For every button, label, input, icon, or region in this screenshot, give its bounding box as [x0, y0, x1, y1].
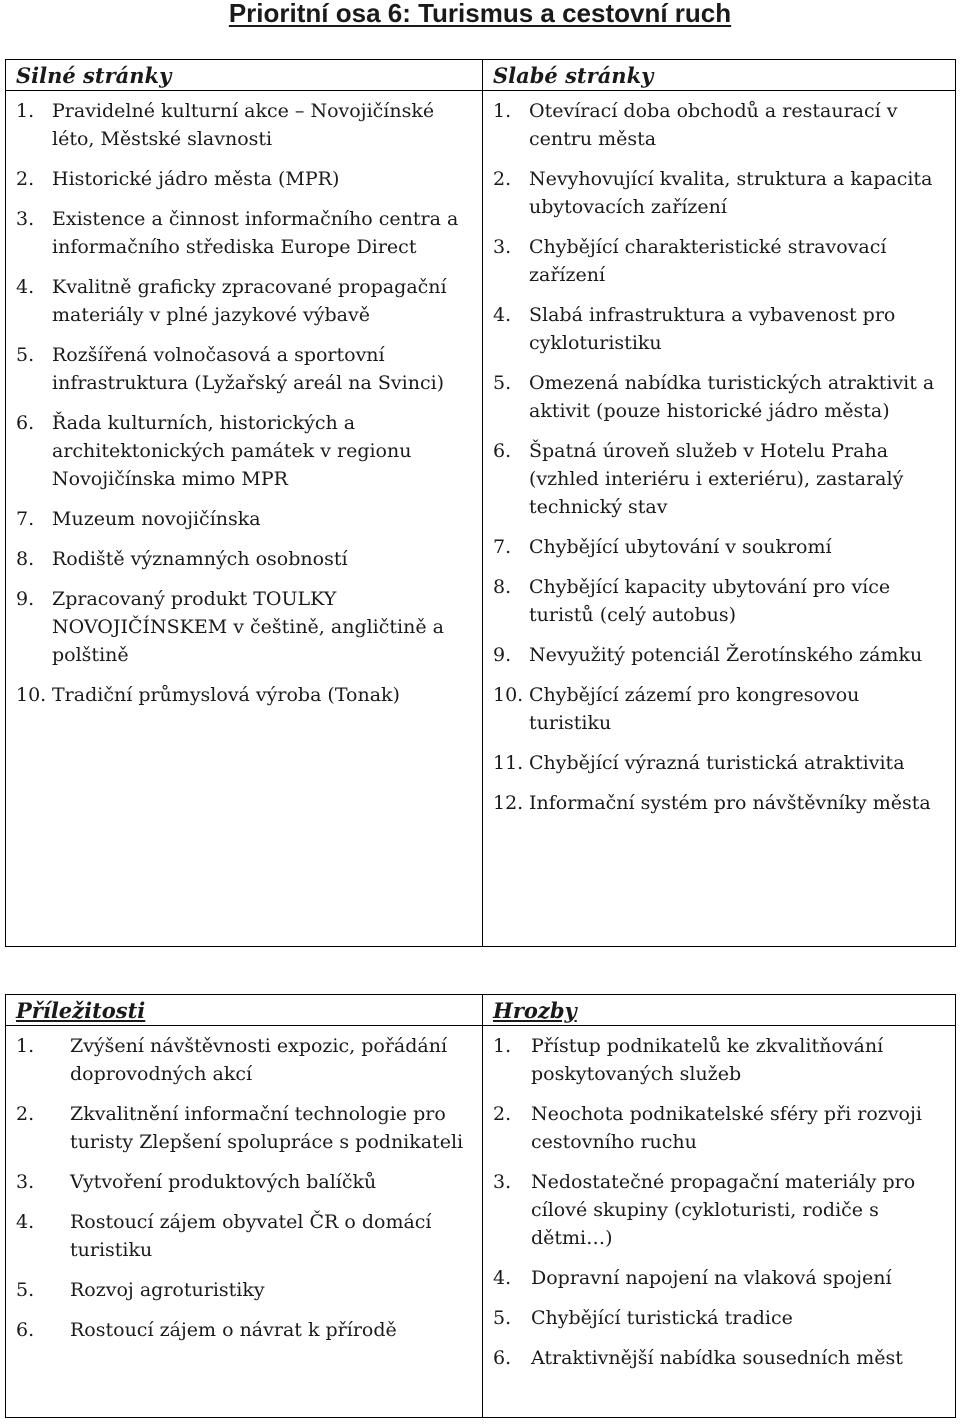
item-text: Chybějící kapacity ubytování pro více turistů (celý autobus)	[529, 576, 891, 626]
list-item	[491, 437, 947, 521]
item-number: 5.	[16, 1279, 35, 1301]
item-number: 7.	[493, 536, 512, 558]
item-text: Rostoucí zájem obyvatel ČR o domácí turistiku	[70, 1211, 432, 1261]
list-item	[14, 273, 474, 329]
item-text: Existence a činnost informačního centra a informačního střediska Europe Direct	[52, 208, 459, 258]
threats-cell	[483, 995, 956, 1418]
item-number: 2.	[16, 168, 35, 190]
item-number: 1.	[493, 1035, 512, 1057]
item-number: 4.	[493, 1267, 512, 1289]
item-text: Informační systém pro návštěvníky města	[529, 792, 931, 814]
list-item	[491, 301, 947, 357]
item-text: Chybějící charakteristické stravovací zařízení	[529, 236, 887, 286]
item-number: 1.	[16, 100, 35, 122]
item-number: 5.	[493, 1307, 512, 1329]
item-text: Rodiště významných osobností	[52, 548, 348, 570]
item-number: 4.	[16, 276, 35, 298]
list-item	[14, 1168, 474, 1196]
item-number: 10.	[493, 684, 524, 706]
item-number: 3.	[16, 1171, 35, 1193]
list-item	[491, 1304, 947, 1332]
strengths-header: Silné stránky	[6, 60, 482, 91]
item-number: 12.	[493, 792, 524, 814]
list-item	[491, 533, 947, 561]
item-text: Chybějící ubytování v soukromí	[529, 536, 832, 558]
item-number: 3.	[493, 236, 512, 258]
item-text: Historické jádro města (MPR)	[52, 168, 340, 190]
item-number: 6.	[493, 1347, 512, 1369]
item-text: Řada kulturních, historických a architektonických památek v regionu Novojičínska mimo MPR	[52, 412, 412, 490]
list-item	[14, 585, 474, 669]
list-item	[491, 165, 947, 221]
item-text: Omezená nabídka turistických atraktivit a aktivit (pouze historické jádro města)	[529, 372, 935, 422]
item-text: Zpracovaný produkt TOULKY NOVOJIČÍNSKEM v češtině, angličtině a polštině	[52, 588, 444, 666]
item-text: Rostoucí zájem o návrat k přírodě	[70, 1319, 397, 1341]
list-item	[491, 1344, 947, 1372]
list-item	[491, 1100, 947, 1156]
list-item	[14, 1316, 474, 1344]
list-item	[14, 97, 474, 153]
list-item	[491, 1264, 947, 1292]
item-number: 6.	[16, 1319, 35, 1341]
swot-table-top	[5, 59, 956, 947]
item-text: Chybějící turistická tradice	[531, 1307, 793, 1329]
item-number: 2.	[493, 1103, 512, 1125]
item-number: 8.	[493, 576, 512, 598]
item-text: Zkvalitnění informační technologie pro turisty Zlepšení spolupráce s podnikateli	[70, 1103, 464, 1153]
list-item	[491, 573, 947, 629]
opportunities-list	[6, 1026, 482, 1344]
list-item	[491, 641, 947, 669]
item-number: 5.	[493, 372, 512, 394]
item-text: Nevyužitý potenciál Žerotínského zámku	[529, 644, 923, 666]
strengths-list	[6, 91, 482, 709]
item-number: 2.	[16, 1103, 35, 1125]
item-number: 5.	[16, 344, 35, 366]
item-text: Špatná úroveň služeb v Hotelu Praha (vzhled interiéru i exteriéru), zastaralý technický stav	[529, 440, 904, 518]
list-item	[491, 789, 947, 817]
opportunities-header: Příležitosti	[6, 995, 482, 1026]
swot-table-bottom	[5, 994, 956, 1418]
item-text: Otevírací doba obchodů a restaurací v centru města	[529, 100, 898, 150]
list-item	[491, 369, 947, 425]
list-item	[14, 505, 474, 533]
list-item	[14, 409, 474, 493]
item-text: Vytvoření produktových balíčků	[70, 1171, 377, 1193]
item-text: Tradiční průmyslová výroba (Tonak)	[52, 684, 400, 706]
item-number: 8.	[16, 548, 35, 570]
list-item	[14, 165, 474, 193]
item-number: 3.	[493, 1171, 512, 1193]
item-text: Nevyhovující kvalita, struktura a kapacita ubytovacích zařízení	[529, 168, 933, 218]
threats-header: Hrozby	[483, 995, 955, 1026]
list-item	[14, 1100, 474, 1156]
item-text: Atraktivnější nabídka sousedních měst	[531, 1347, 903, 1369]
threats-list	[483, 1026, 955, 1372]
item-text: Muzeum novojičínska	[52, 508, 261, 530]
item-number: 10.	[16, 684, 47, 706]
weaknesses-list	[483, 91, 955, 817]
item-text: Dopravní napojení na vlaková spojení	[531, 1267, 892, 1289]
item-number: 7.	[16, 508, 35, 530]
list-item	[14, 341, 474, 397]
item-number: 9.	[493, 644, 512, 666]
item-text: Slabá infrastruktura a vybavenost pro cykloturistiku	[529, 304, 896, 354]
list-item	[14, 1032, 474, 1088]
list-item	[14, 1208, 474, 1264]
opportunities-cell	[6, 995, 483, 1418]
item-text: Přístup podnikatelů ke zkvalitňování poskytovaných služeb	[531, 1035, 884, 1085]
list-item	[14, 545, 474, 573]
weaknesses-header: Slabé stránky	[483, 60, 955, 91]
list-item	[14, 1276, 474, 1304]
item-number: 4.	[16, 1211, 35, 1233]
list-item	[491, 97, 947, 153]
item-text: Zvýšení návštěvnosti expozic, pořádání doprovodných akcí	[70, 1035, 448, 1085]
item-number: 4.	[493, 304, 512, 326]
strengths-cell	[6, 60, 483, 947]
item-text: Rozvoj agroturistiky	[70, 1279, 265, 1301]
list-item	[491, 1168, 947, 1252]
list-item	[491, 681, 947, 737]
item-text: Nedostatečné propagační materiály pro cílové skupiny (cykloturisti, rodiče s dětmi…)	[531, 1171, 916, 1249]
item-number: 9.	[16, 588, 35, 610]
list-item	[14, 681, 474, 709]
item-text: Rozšířená volnočasová a sportovní infrastruktura (Lyžařský areál na Svinci)	[52, 344, 445, 394]
list-item	[491, 749, 947, 777]
item-number: 2.	[493, 168, 512, 190]
item-number: 11.	[493, 752, 524, 774]
weaknesses-cell	[483, 60, 956, 947]
item-text: Chybějící zázemí pro kongresovou turistiku	[529, 684, 860, 734]
item-text: Kvalitně graficky zpracované propagační materiály v plné jazykové výbavě	[52, 276, 447, 326]
item-number: 3.	[16, 208, 35, 230]
item-number: 6.	[493, 440, 512, 462]
page-title: Prioritní osa 6: Turismus a cestovní ruch	[228, 0, 732, 28]
item-number: 1.	[493, 100, 512, 122]
list-item	[491, 233, 947, 289]
item-text: Pravidelné kulturní akce – Novojičínské léto, Městské slavnosti	[52, 100, 435, 150]
item-text: Neochota podnikatelské sféry při rozvoji cestovního ruchu	[531, 1103, 922, 1153]
list-item	[491, 1032, 947, 1088]
item-number: 1.	[16, 1035, 35, 1057]
item-number: 6.	[16, 412, 35, 434]
item-text: Chybějící výrazná turistická atraktivita	[529, 752, 905, 774]
list-item	[14, 205, 474, 261]
